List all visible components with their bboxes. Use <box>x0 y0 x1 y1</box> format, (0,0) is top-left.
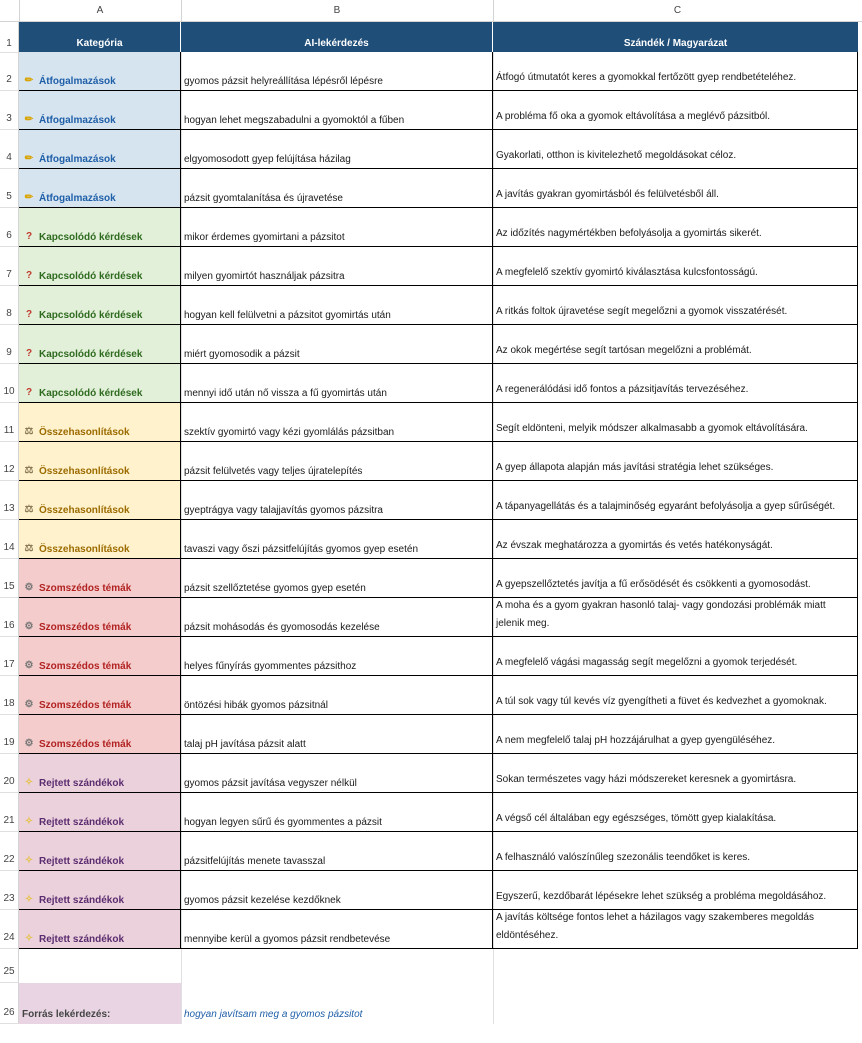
intent-cell[interactable] <box>493 286 858 324</box>
intent-cell[interactable] <box>493 598 858 636</box>
scale-icon: ⚖ <box>24 543 34 554</box>
category-cell[interactable] <box>19 247 181 285</box>
intent-text: A ritkás foltok újravetése segít megelőzni a gyomok visszatérését. <box>496 306 788 317</box>
intent-cell[interactable] <box>493 481 858 519</box>
category-cell[interactable] <box>19 208 181 246</box>
query-cell[interactable] <box>181 871 493 909</box>
query-text: miért gyomosodik a pázsit <box>184 349 300 360</box>
column-letter-c[interactable]: C <box>493 0 862 21</box>
category-label: Kapcsolódó kérdések <box>39 310 143 321</box>
intent-text: A túl sok vagy túl kevés víz gyengítheti a füvet és kedvezhet a gyomoknak. <box>496 696 827 707</box>
table-row <box>19 403 858 442</box>
row-number[interactable]: 4 <box>0 130 19 169</box>
row-number[interactable]: 13 <box>0 481 19 520</box>
question-icon: ? <box>25 387 33 398</box>
row-number[interactable]: 24 <box>0 910 19 949</box>
category-label: Összehasonlítások <box>39 505 130 516</box>
table-row <box>19 169 858 208</box>
intent-cell[interactable] <box>493 208 858 246</box>
row-number[interactable]: 15 <box>0 559 19 598</box>
category-label: Átfogalmazások <box>39 76 116 87</box>
row-number[interactable]: 17 <box>0 637 19 676</box>
category-label: Rejtett szándékok <box>39 934 125 945</box>
category-cell[interactable] <box>19 286 181 324</box>
pencil-icon: ✏ <box>24 75 34 86</box>
query-cell[interactable] <box>181 130 493 168</box>
category-label: Átfogalmazások <box>39 115 116 126</box>
intent-text: Az évszak meghatározza a gyomirtás és vetés hatékonyságát. <box>496 540 773 551</box>
table-row <box>19 52 858 91</box>
lightbulb-icon: ✧ <box>24 855 34 866</box>
query-cell[interactable] <box>181 832 493 870</box>
category-cell[interactable] <box>19 130 181 168</box>
query-text: pázsit szellőztetése gyomos gyep esetén <box>184 583 366 594</box>
query-cell[interactable] <box>181 793 493 831</box>
pencil-icon: ✏ <box>24 153 34 164</box>
row-number[interactable]: 26 <box>0 983 19 1024</box>
query-cell[interactable] <box>181 91 493 129</box>
query-text: szektív gyomirtó vagy kézi gyomlálás pázsitban <box>184 427 395 438</box>
category-label: Szomszédos témák <box>39 739 132 750</box>
intent-cell[interactable] <box>493 559 858 597</box>
query-cell[interactable] <box>181 403 493 441</box>
intent-cell[interactable] <box>493 754 858 792</box>
table-row <box>19 520 858 559</box>
intent-text: Átfogó útmutatót keres a gyomokkal fertőzött gyep rendbetételéhez. <box>496 72 797 83</box>
query-cell[interactable] <box>181 208 493 246</box>
query-text: mikor érdemes gyomirtani a pázsitot <box>184 232 345 243</box>
category-label: Összehasonlítások <box>39 544 130 555</box>
category-label: Rejtett szándékok <box>39 895 125 906</box>
query-cell[interactable] <box>181 520 493 558</box>
intent-text: A nem megfelelő talaj pH hozzájárulhat a gyep gyengüléséhez. <box>496 735 776 746</box>
intent-text: A javítás gyakran gyomirtásból és felülvetésből áll. <box>496 189 719 200</box>
query-text: elgyomosodott gyep felújítása házilag <box>184 154 351 165</box>
table-header-row <box>19 22 858 52</box>
question-icon: ? <box>25 309 33 320</box>
intent-text: A moha és a gyom gyakran hasonló talaj- vagy gondozási problémák miatt jelenik meg. <box>496 600 826 629</box>
category-label: Rejtett szándékok <box>39 778 125 789</box>
row-number[interactable]: 19 <box>0 715 19 754</box>
source-query-label[interactable]: Forrás lekérdezés: <box>19 983 181 1024</box>
query-text: öntözési hibák gyomos pázsitnál <box>184 700 328 711</box>
category-cell[interactable] <box>19 715 181 753</box>
table-row <box>19 325 858 364</box>
row-number[interactable]: 7 <box>0 247 19 286</box>
intent-cell[interactable] <box>493 442 858 480</box>
link-icon: ⚙ <box>24 738 34 749</box>
intent-text: A gyepszellőztetés javítja a fű erősödését és csökkenti a gyomosodást. <box>496 579 811 590</box>
pencil-icon: ✏ <box>24 192 34 203</box>
query-cell[interactable] <box>181 559 493 597</box>
category-label: Kapcsolódó kérdések <box>39 349 143 360</box>
query-text: pázsit mohásodás és gyomosodás kezelése <box>184 622 380 633</box>
intent-cell[interactable] <box>493 676 858 714</box>
query-text: tavaszi vagy őszi pázsitfelújítás gyomos gyep esetén <box>184 544 419 555</box>
category-label: Szomszédos témák <box>39 700 132 711</box>
category-label: Szomszédos témák <box>39 661 132 672</box>
intent-cell[interactable] <box>493 169 858 207</box>
intent-text: A megfelelő vágási magasság segít megelőzni a gyomok terjedését. <box>496 657 798 668</box>
intent-cell[interactable] <box>493 871 858 909</box>
category-cell[interactable] <box>19 403 181 441</box>
intent-text: A megfelelő szektív gyomirtó kiválasztása kulcsfontosságú. <box>496 267 758 278</box>
category-cell[interactable] <box>19 481 181 519</box>
scale-icon: ⚖ <box>24 426 34 437</box>
source-query-value[interactable]: hogyan javítsam meg a gyomos pázsitot <box>184 1009 363 1020</box>
intent-cell[interactable] <box>493 325 858 363</box>
query-text: hogyan legyen sűrű és gyommentes a pázsit <box>184 817 382 828</box>
category-label: Kapcsolódó kérdések <box>39 271 143 282</box>
query-cell[interactable] <box>181 715 493 753</box>
query-cell[interactable] <box>181 52 493 90</box>
lightbulb-icon: ✧ <box>24 933 34 944</box>
column-header-bar <box>0 0 862 22</box>
category-label: Átfogalmazások <box>39 193 116 204</box>
intent-text: A regenerálódási idő fontos a pázsitjavítás tervezéséhez. <box>496 384 749 395</box>
query-text: gyeptrágya vagy talajjavítás gyomos pázsitra <box>184 505 383 516</box>
category-label: Összehasonlítások <box>39 466 130 477</box>
query-text: pázsit gyomtalanítása és újravetése <box>184 193 343 204</box>
table-row <box>19 247 858 286</box>
select-all-corner[interactable] <box>0 0 20 21</box>
table-row <box>19 754 858 793</box>
category-cell[interactable] <box>19 637 181 675</box>
header-szandek[interactable]: Szándék / Magyarázat <box>623 38 728 49</box>
intent-cell[interactable] <box>493 364 858 402</box>
intent-text: Az időzítés nagymértékben befolyásolja a gyomirtás sikerét. <box>496 228 762 239</box>
query-cell[interactable] <box>181 481 493 519</box>
lightbulb-icon: ✧ <box>24 777 34 788</box>
intent-text: Egyszerű, kezdőbarát lépésekre lehet szükség a probléma megoldásához. <box>496 891 827 902</box>
query-cell[interactable] <box>181 247 493 285</box>
category-cell[interactable] <box>19 442 181 480</box>
category-cell[interactable] <box>19 832 181 870</box>
row-number[interactable]: 11 <box>0 403 19 442</box>
category-cell[interactable] <box>19 52 181 90</box>
query-text: gyomos pázsit javítása vegyszer nélkül <box>184 778 357 789</box>
intent-cell[interactable] <box>493 247 858 285</box>
table-row <box>19 559 858 598</box>
intent-text: A probléma fő oka a gyomok eltávolítása a meglévő pázsitból. <box>496 111 771 122</box>
query-text: hogyan lehet megszabadulni a gyomoktól a fűben <box>184 115 405 126</box>
table-row <box>19 208 858 247</box>
query-text: gyomos pázsit kezelése kezdőknek <box>184 895 341 906</box>
row-number[interactable]: 9 <box>0 325 19 364</box>
query-cell[interactable] <box>181 325 493 363</box>
category-cell[interactable] <box>19 871 181 909</box>
header-kategoria[interactable]: Kategória <box>19 22 181 52</box>
lightbulb-icon: ✧ <box>24 894 34 905</box>
query-cell[interactable] <box>181 910 493 948</box>
scale-icon: ⚖ <box>24 504 34 515</box>
category-cell[interactable] <box>19 754 181 792</box>
query-cell[interactable] <box>181 598 493 636</box>
link-icon: ⚙ <box>24 582 34 593</box>
lightbulb-icon: ✧ <box>24 816 34 827</box>
row-number[interactable]: 8 <box>0 286 19 325</box>
table-row <box>19 871 858 910</box>
query-text: hogyan kell felülvetni a pázsitot gyomirtás után <box>184 310 391 321</box>
link-icon: ⚙ <box>24 660 34 671</box>
row-number[interactable]: 25 <box>0 944 19 983</box>
row-number[interactable]: 12 <box>0 442 19 481</box>
category-label: Összehasonlítások <box>39 427 130 438</box>
table-row <box>19 130 858 169</box>
row-number[interactable]: 22 <box>0 832 19 871</box>
category-cell[interactable] <box>19 598 181 636</box>
table-row <box>19 442 858 481</box>
table-row <box>19 481 858 520</box>
query-cell[interactable] <box>181 364 493 402</box>
query-text: helyes fűnyírás gyommentes pázsithoz <box>184 661 357 672</box>
query-cell[interactable] <box>181 676 493 714</box>
intent-text: A gyep állapota alapján más javítási stratégia lehet szükséges. <box>496 462 774 473</box>
intent-cell[interactable] <box>493 637 858 675</box>
table-row <box>19 910 858 949</box>
intent-text: A felhasználó valószínűleg szezonális teendőket is keres. <box>496 852 751 863</box>
intent-cell[interactable] <box>493 130 858 168</box>
query-text: pázsitfelújítás menete tavasszal <box>184 856 326 867</box>
question-icon: ? <box>25 270 33 281</box>
row-number[interactable]: 5 <box>0 169 19 208</box>
category-cell[interactable] <box>19 676 181 714</box>
table-row <box>19 598 858 637</box>
row-number[interactable]: 2 <box>0 52 19 91</box>
table-row <box>19 364 858 403</box>
intent-cell[interactable] <box>493 520 858 558</box>
query-text: pázsit felülvetés vagy teljes újratelepítés <box>184 466 363 477</box>
intent-cell[interactable] <box>493 403 858 441</box>
question-icon: ? <box>25 231 33 242</box>
category-label: Átfogalmazások <box>39 154 116 165</box>
query-cell[interactable] <box>181 442 493 480</box>
query-cell[interactable] <box>181 169 493 207</box>
intent-text: Az okok megértése segít tartósan megelőzni a problémát. <box>496 345 752 356</box>
column-letter-b[interactable]: B <box>181 0 494 21</box>
table-row <box>19 286 858 325</box>
query-text: talaj pH javítása pázsit alatt <box>184 739 306 750</box>
category-label: Kapcsolódó kérdések <box>39 388 143 399</box>
query-text: gyomos pázsit helyreállítása lépésről lépésre <box>184 76 383 87</box>
header-ai-lekerdezes[interactable]: AI-lekérdezés <box>181 22 493 52</box>
intent-cell[interactable] <box>493 91 858 129</box>
row-number[interactable]: 23 <box>0 871 19 910</box>
link-icon: ⚙ <box>24 699 34 710</box>
row-number[interactable]: 20 <box>0 754 19 793</box>
query-cell[interactable] <box>181 754 493 792</box>
category-label: Rejtett szándékok <box>39 856 125 867</box>
intent-cell[interactable] <box>493 52 858 90</box>
category-cell[interactable] <box>19 325 181 363</box>
intent-cell[interactable] <box>493 793 858 831</box>
intent-cell[interactable] <box>493 910 858 948</box>
category-cell[interactable] <box>19 169 181 207</box>
row-number[interactable]: 14 <box>0 520 19 559</box>
scale-icon: ⚖ <box>24 465 34 476</box>
question-icon: ? <box>25 348 33 359</box>
row-number[interactable]: 16 <box>0 598 19 637</box>
query-text: milyen gyomirtót használjak pázsitra <box>184 271 345 282</box>
category-cell[interactable] <box>19 793 181 831</box>
row-number[interactable]: 1 <box>0 22 19 53</box>
category-cell[interactable] <box>19 559 181 597</box>
intent-text: A javítás költsége fontos lehet a házilagos vagy szakemberes megoldás eldöntéséhez. <box>496 912 814 941</box>
row-number[interactable]: 3 <box>0 91 19 130</box>
intent-text: A végső cél általában egy egészséges, tömött gyep kialakítása. <box>496 813 777 824</box>
table-row <box>19 91 858 130</box>
query-text: mennyibe kerül a gyomos pázsit rendbetevése <box>184 934 391 945</box>
table-row <box>19 832 858 871</box>
intent-cell[interactable] <box>493 832 858 870</box>
table-row <box>19 676 858 715</box>
category-label: Kapcsolódó kérdések <box>39 232 143 243</box>
table-row <box>19 715 858 754</box>
query-cell[interactable] <box>181 286 493 324</box>
category-cell[interactable] <box>19 910 181 948</box>
row-number[interactable]: 10 <box>0 364 19 403</box>
category-cell[interactable] <box>19 91 181 129</box>
table-row <box>19 637 858 676</box>
category-cell[interactable] <box>19 520 181 558</box>
intent-text: Sokan természetes vagy házi módszereket keresnek a gyomirtásra. <box>496 774 797 785</box>
row-number[interactable]: 6 <box>0 208 19 247</box>
category-label: Szomszédos témák <box>39 583 132 594</box>
intent-cell[interactable] <box>493 715 858 753</box>
intent-text: Segít eldönteni, melyik módszer alkalmasabb a gyomok eltávolítására. <box>496 423 808 434</box>
query-text: mennyi idő után nő vissza a fű gyomirtás után <box>184 388 387 399</box>
intent-text: A tápanyagellátás és a talajminőség egyaránt befolyásolja a gyep sűrűségét. <box>496 501 836 512</box>
category-cell[interactable] <box>19 364 181 402</box>
query-cell[interactable] <box>181 637 493 675</box>
intent-text: Gyakorlati, otthon is kivitelezhető megoldásokat céloz. <box>496 150 737 161</box>
link-icon: ⚙ <box>24 621 34 632</box>
column-letter-a[interactable]: A <box>19 0 182 21</box>
category-label: Szomszédos témák <box>39 622 132 633</box>
table-row <box>19 793 858 832</box>
row-number[interactable]: 21 <box>0 793 19 832</box>
category-label: Rejtett szándékok <box>39 817 125 828</box>
row-number[interactable]: 18 <box>0 676 19 715</box>
pencil-icon: ✏ <box>24 114 34 125</box>
